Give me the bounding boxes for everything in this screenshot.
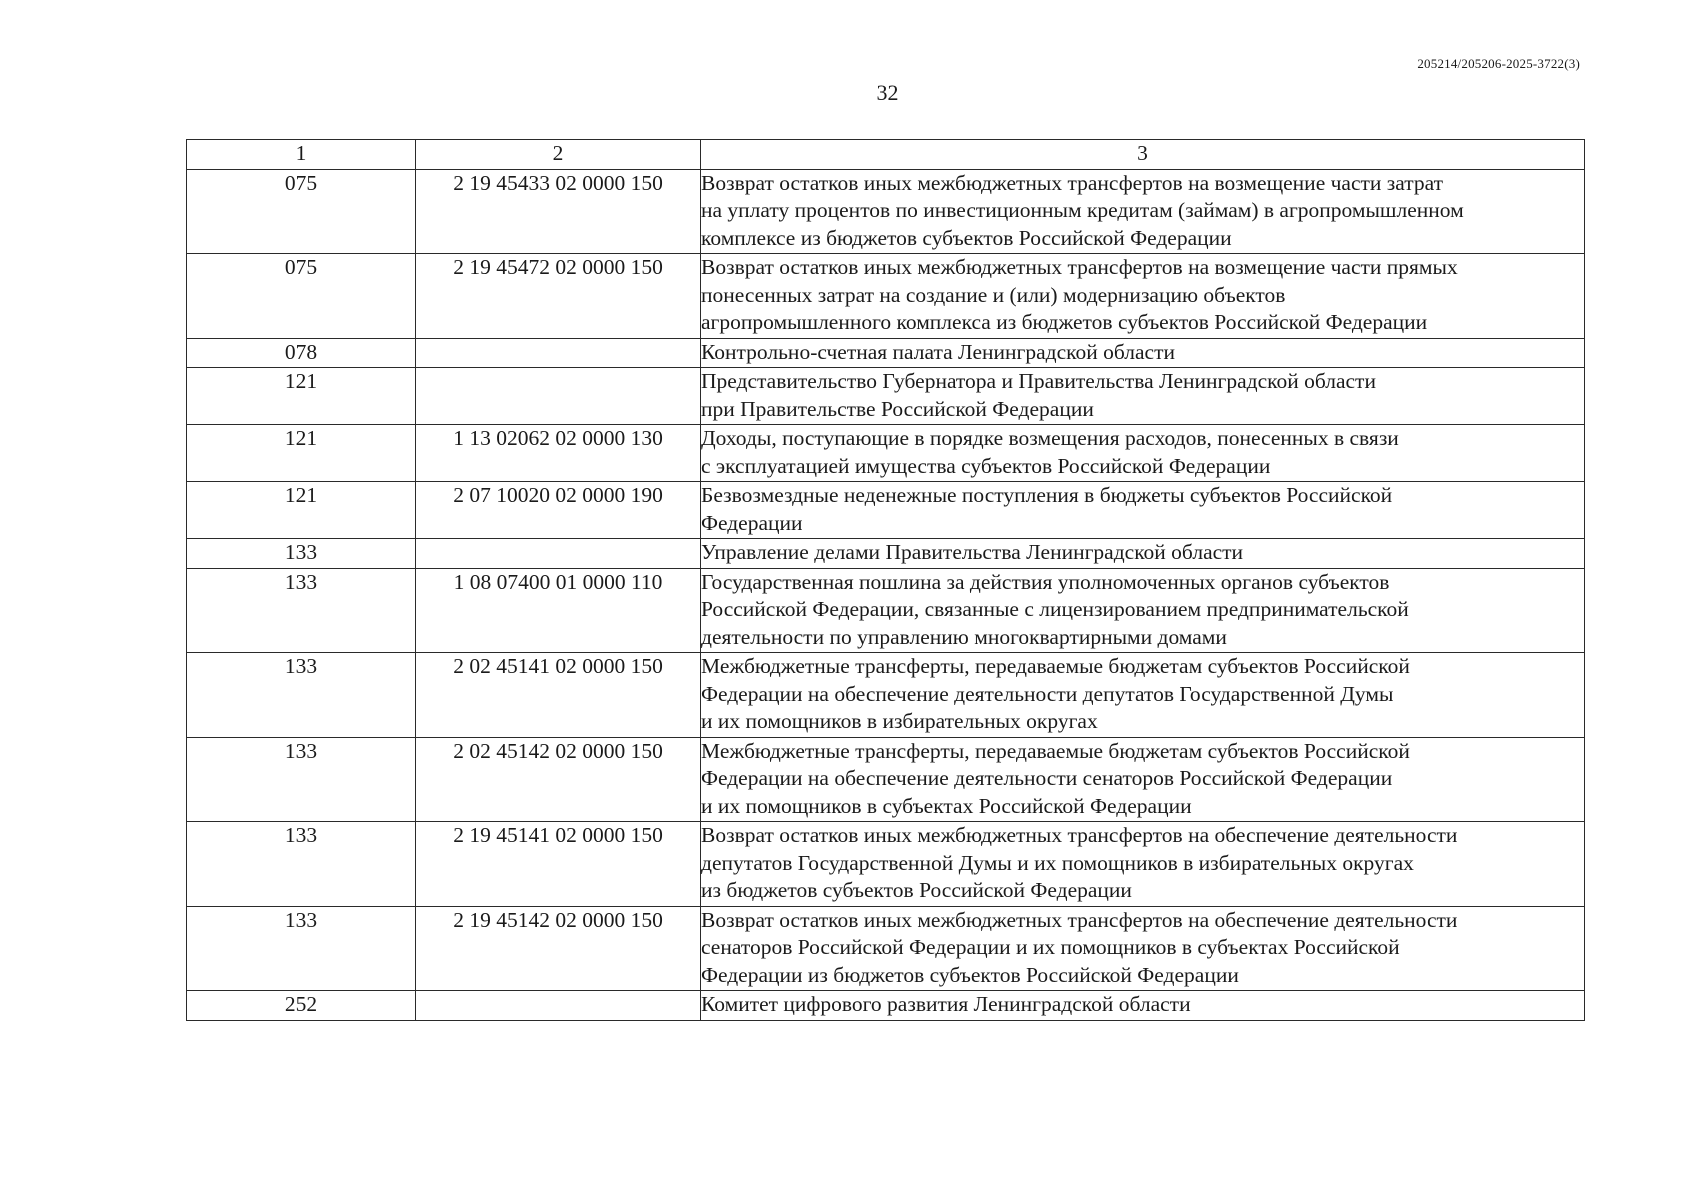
income-code-cell: 2 02 45141 02 0000 150 [416, 653, 701, 738]
description-cell: Возврат остатков иных межбюджетных трансфертов на возмещение части прямых понесенных затрат на создание и (или) модернизацию объектов агропромышленного комплекса из бюджетов субъектов Российской Федерации [701, 254, 1585, 339]
income-code-cell: 1 08 07400 01 0000 110 [416, 568, 701, 653]
table-body [187, 140, 1585, 1021]
income-code-cell [416, 991, 701, 1021]
description-cell: Государственная пошлина за действия уполномоченных органов субъектов Российской Федерации, связанные с лицензированием предпринимательской деятельности по управлению многоквартирными домами [701, 568, 1585, 653]
income-code-cell: 2 19 45141 02 0000 150 [416, 822, 701, 907]
column-header-3: 3 [701, 140, 1585, 170]
description-cell: Безвозмездные неденежные поступления в бюджеты субъектов Российской Федерации [701, 482, 1585, 539]
description-cell: Межбюджетные трансферты, передаваемые бюджетам субъектов Российской Федерации на обеспечение деятельности сенаторов Российской Федерации и их помощников в субъектах Российской Федерации [701, 737, 1585, 822]
admin-code-cell: 078 [187, 338, 416, 368]
admin-code-cell: 133 [187, 737, 416, 822]
description-cell: Возврат остатков иных межбюджетных трансфертов на возмещение части затрат на уплату процентов по инвестиционным кредитам (займам) в агропромышленном комплексе из бюджетов субъектов Российской Федерации [701, 169, 1585, 254]
income-code-cell: 2 07 10020 02 0000 190 [416, 482, 701, 539]
admin-code-cell: 121 [187, 482, 416, 539]
table-row [187, 653, 1585, 738]
income-code-cell: 2 19 45433 02 0000 150 [416, 169, 701, 254]
income-code-cell [416, 368, 701, 425]
description-cell: Комитет цифрового развития Ленинградской области [701, 991, 1585, 1021]
description-cell: Контрольно-счетная палата Ленинградской области [701, 338, 1585, 368]
table-row [187, 539, 1585, 569]
admin-code-cell: 252 [187, 991, 416, 1021]
admin-code-cell: 133 [187, 822, 416, 907]
description-cell: Возврат остатков иных межбюджетных трансфертов на обеспечение деятельности депутатов Государственной Думы и их помощников в избирательных округах из бюджетов субъектов Российской Федерации [701, 822, 1585, 907]
admin-code-cell: 075 [187, 254, 416, 339]
column-header-1: 1 [187, 140, 416, 170]
table-row [187, 338, 1585, 368]
admin-code-cell: 121 [187, 425, 416, 482]
admin-code-cell: 133 [187, 568, 416, 653]
document-id: 205214/205206-2025-3722(3) [1417, 56, 1580, 71]
income-code-cell: 2 19 45472 02 0000 150 [416, 254, 701, 339]
table-row [187, 991, 1585, 1021]
table-row [187, 425, 1585, 482]
admin-code-cell: 133 [187, 539, 416, 569]
description-cell: Представительство Губернатора и Правительства Ленинградской области при Правительстве Российской Федерации [701, 368, 1585, 425]
page-number: 32 [876, 80, 899, 105]
table-row [187, 482, 1585, 539]
admin-code-cell: 121 [187, 368, 416, 425]
income-code-cell [416, 539, 701, 569]
income-code-cell: 1 13 02062 02 0000 130 [416, 425, 701, 482]
description-cell: Управление делами Правительства Ленинградской области [701, 539, 1585, 569]
column-header-2: 2 [416, 140, 701, 170]
table-row [187, 737, 1585, 822]
income-code-cell: 2 19 45142 02 0000 150 [416, 906, 701, 991]
table-row [187, 568, 1585, 653]
table-row [187, 906, 1585, 991]
admin-code-cell: 075 [187, 169, 416, 254]
table-row [187, 169, 1585, 254]
table-row [187, 822, 1585, 907]
table-row [187, 254, 1585, 339]
admin-code-cell: 133 [187, 653, 416, 738]
description-cell: Доходы, поступающие в порядке возмещения расходов, понесенных в связи с эксплуатацией имущества субъектов Российской Федерации [701, 425, 1585, 482]
budget-codes-table [186, 139, 1585, 1021]
description-cell: Межбюджетные трансферты, передаваемые бюджетам субъектов Российской Федерации на обеспечение деятельности депутатов Государственной Думы и их помощников в избирательных округах [701, 653, 1585, 738]
table-header-row [187, 140, 1585, 170]
income-code-cell: 2 02 45142 02 0000 150 [416, 737, 701, 822]
description-cell: Возврат остатков иных межбюджетных трансфертов на обеспечение деятельности сенаторов Российской Федерации и их помощников в субъектах Российской Федерации из бюджетов субъектов Российской Федерации [701, 906, 1585, 991]
admin-code-cell: 133 [187, 906, 416, 991]
income-code-cell [416, 338, 701, 368]
table-row [187, 368, 1585, 425]
